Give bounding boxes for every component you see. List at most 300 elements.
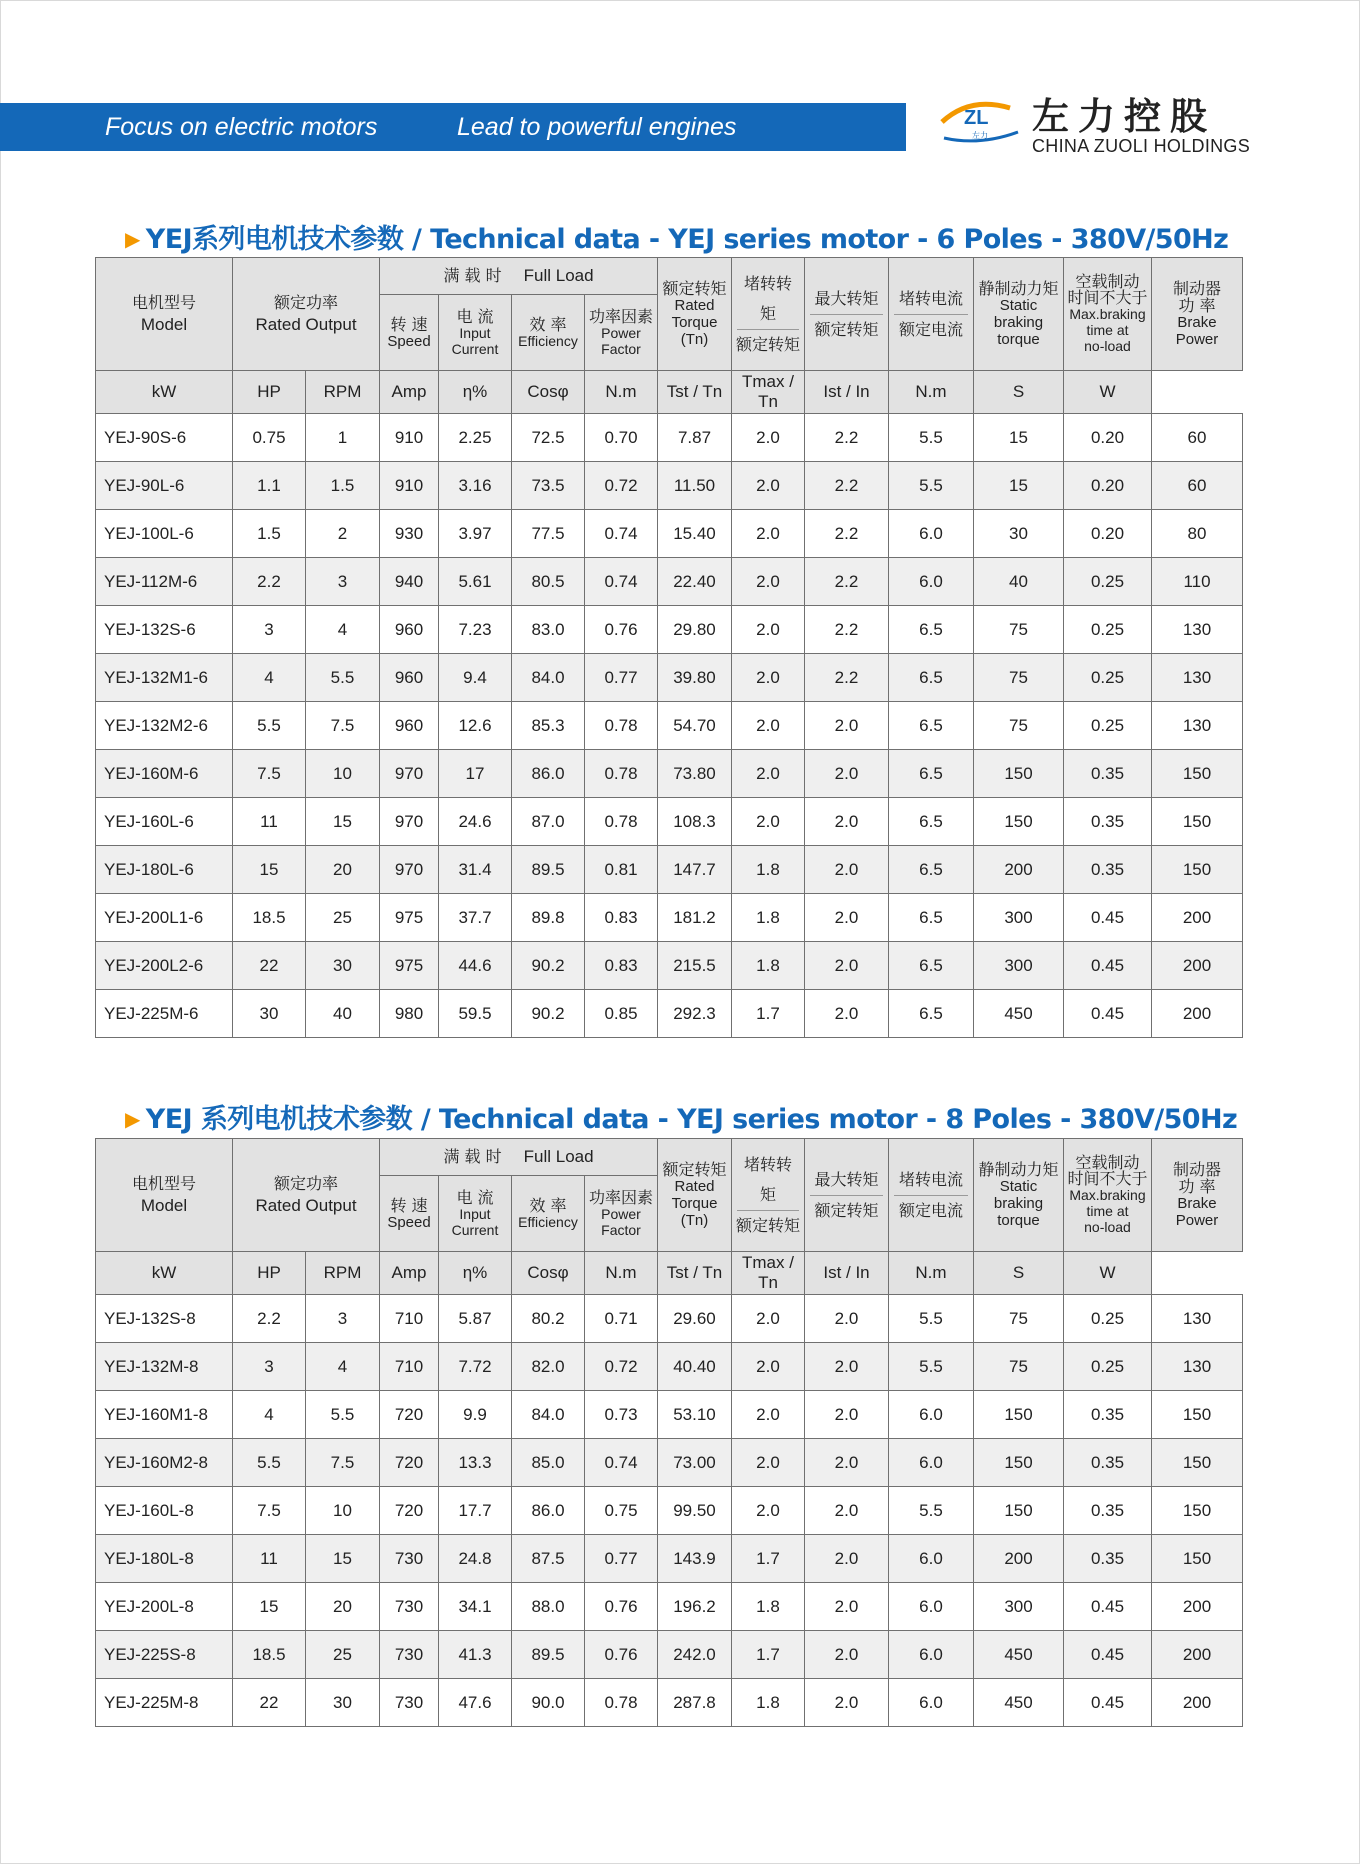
value-cell: 910 (380, 414, 439, 462)
value-cell: 15.40 (658, 510, 732, 558)
value-cell: 150 (1152, 750, 1243, 798)
value-cell: 130 (1152, 606, 1243, 654)
model-cell: YEJ-132M-8 (96, 1343, 233, 1391)
value-cell: 0.74 (585, 510, 658, 558)
table-row (96, 1631, 1243, 1679)
value-cell: 2.0 (805, 894, 889, 942)
value-cell: 6.0 (889, 1679, 974, 1727)
table-row (96, 606, 1243, 654)
header-efficiency: 效 率 Efficiency (512, 295, 585, 371)
value-cell: 130 (1152, 702, 1243, 750)
value-cell: 2.2 (805, 654, 889, 702)
value-cell: 15 (306, 1535, 380, 1583)
header-power-factor: 功率因素 Power Factor (585, 1176, 658, 1252)
value-cell: 89.8 (512, 894, 585, 942)
value-cell: 90.0 (512, 1679, 585, 1727)
value-cell: 200 (1152, 1583, 1243, 1631)
value-cell: 0.73 (585, 1391, 658, 1439)
value-cell: 2.2 (805, 414, 889, 462)
value-cell: 292.3 (658, 990, 732, 1038)
value-cell: 910 (380, 462, 439, 510)
value-cell: 2.0 (732, 702, 805, 750)
model-cell: YEJ-200L-8 (96, 1583, 233, 1631)
value-cell: 150 (1152, 1391, 1243, 1439)
value-cell: 86.0 (512, 1487, 585, 1535)
value-cell: 6.0 (889, 1391, 974, 1439)
value-cell: 2 (306, 510, 380, 558)
value-cell: 10 (306, 750, 380, 798)
value-cell: 29.60 (658, 1295, 732, 1343)
value-cell: 84.0 (512, 654, 585, 702)
value-cell: 0.35 (1064, 1487, 1152, 1535)
value-cell: 1 (306, 414, 380, 462)
value-cell: 450 (974, 1679, 1064, 1727)
header-unit: Tst / Tn (658, 1252, 732, 1295)
header-unit: Tst / Tn (658, 371, 732, 414)
value-cell: 34.1 (439, 1583, 512, 1631)
value-cell: 75 (974, 1295, 1064, 1343)
value-cell: 4 (233, 1391, 306, 1439)
value-cell: 2.0 (732, 1295, 805, 1343)
value-cell: 6.0 (889, 1535, 974, 1583)
slogan-banner (0, 103, 906, 151)
value-cell: 2.0 (805, 1631, 889, 1679)
value-cell: 4 (306, 1343, 380, 1391)
value-cell: 85.3 (512, 702, 585, 750)
value-cell: 0.25 (1064, 702, 1152, 750)
value-cell: 5.5 (306, 1391, 380, 1439)
model-cell: YEJ-160L-6 (96, 798, 233, 846)
value-cell: 710 (380, 1343, 439, 1391)
value-cell: 11 (233, 798, 306, 846)
value-cell: 2.0 (805, 1439, 889, 1487)
value-cell: 150 (1152, 1439, 1243, 1487)
value-cell: 150 (974, 1439, 1064, 1487)
value-cell: 2.0 (805, 1679, 889, 1727)
value-cell: 7.23 (439, 606, 512, 654)
value-cell: 150 (974, 1487, 1064, 1535)
value-cell: 88.0 (512, 1583, 585, 1631)
value-cell: 2.0 (805, 990, 889, 1038)
value-cell: 0.35 (1064, 798, 1152, 846)
triangle-bullet-icon: ▶ (125, 227, 140, 251)
value-cell: 1.8 (732, 942, 805, 990)
value-cell: 73.00 (658, 1439, 732, 1487)
value-cell: 0.76 (585, 1583, 658, 1631)
model-cell: YEJ-225M-6 (96, 990, 233, 1038)
value-cell: 150 (974, 798, 1064, 846)
value-cell: 5.5 (889, 414, 974, 462)
value-cell: 30 (233, 990, 306, 1038)
model-cell: YEJ-180L-8 (96, 1535, 233, 1583)
value-cell: 90.2 (512, 990, 585, 1038)
header-static-braking-torque: 静制动力矩 Static braking torque (974, 258, 1064, 371)
value-cell: 130 (1152, 654, 1243, 702)
value-cell: 200 (1152, 1679, 1243, 1727)
value-cell: 300 (974, 1583, 1064, 1631)
value-cell: 2.0 (805, 750, 889, 798)
value-cell: 200 (974, 1535, 1064, 1583)
value-cell: 2.2 (805, 606, 889, 654)
header-rated-output: 额定功率 Rated Output (233, 1139, 380, 1252)
value-cell: 22.40 (658, 558, 732, 606)
table-row (96, 1679, 1243, 1727)
value-cell: 22 (233, 1679, 306, 1727)
table-row (96, 1583, 1243, 1631)
value-cell: 4 (306, 606, 380, 654)
model-cell: YEJ-200L2-6 (96, 942, 233, 990)
value-cell: 110 (1152, 558, 1243, 606)
value-cell: 6.5 (889, 654, 974, 702)
value-cell: 25 (306, 1631, 380, 1679)
value-cell: 9.4 (439, 654, 512, 702)
value-cell: 22 (233, 942, 306, 990)
header-max-torque-ratio: 最大转矩 额定转矩 (805, 258, 889, 371)
value-cell: 5.87 (439, 1295, 512, 1343)
value-cell: 5.5 (306, 654, 380, 702)
header-unit: RPM (306, 1252, 380, 1295)
value-cell: 1.8 (732, 1679, 805, 1727)
value-cell: 7.5 (306, 1439, 380, 1487)
value-cell: 0.45 (1064, 1583, 1152, 1631)
header-input-current: 电 流 Input Current (439, 295, 512, 371)
value-cell: 1.7 (732, 990, 805, 1038)
header-unit: Cosφ (512, 371, 585, 414)
value-cell: 24.6 (439, 798, 512, 846)
value-cell: 2.2 (805, 510, 889, 558)
table-row (96, 1487, 1243, 1535)
value-cell: 30 (306, 1679, 380, 1727)
value-cell: 0.35 (1064, 1535, 1152, 1583)
value-cell: 15 (974, 414, 1064, 462)
header-unit: HP (233, 1252, 306, 1295)
header-speed: 转 速 Speed (380, 295, 439, 371)
header-rated-torque: 额定转矩 Rated Torque (Tn) (658, 258, 732, 371)
value-cell: 9.9 (439, 1391, 512, 1439)
value-cell: 5.5 (889, 1487, 974, 1535)
header-unit: S (974, 1252, 1064, 1295)
value-cell: 87.0 (512, 798, 585, 846)
value-cell: 970 (380, 846, 439, 894)
value-cell: 0.76 (585, 1631, 658, 1679)
value-cell: 13.3 (439, 1439, 512, 1487)
value-cell: 0.78 (585, 702, 658, 750)
value-cell: 89.5 (512, 1631, 585, 1679)
value-cell: 300 (974, 894, 1064, 942)
value-cell: 5.5 (889, 1295, 974, 1343)
value-cell: 196.2 (658, 1583, 732, 1631)
table-title-6-poles (125, 217, 1228, 256)
value-cell: 6.5 (889, 942, 974, 990)
value-cell: 150 (1152, 1487, 1243, 1535)
value-cell: 90.2 (512, 942, 585, 990)
header-unit: S (974, 371, 1064, 414)
table-row (96, 702, 1243, 750)
table-row (96, 1535, 1243, 1583)
value-cell: 3 (233, 1343, 306, 1391)
value-cell: 7.72 (439, 1343, 512, 1391)
value-cell: 287.8 (658, 1679, 732, 1727)
value-cell: 20 (306, 846, 380, 894)
value-cell: 970 (380, 750, 439, 798)
value-cell: 0.45 (1064, 1679, 1152, 1727)
value-cell: 0.75 (585, 1487, 658, 1535)
zl-logo-icon (940, 94, 1022, 146)
model-cell: YEJ-200L1-6 (96, 894, 233, 942)
value-cell: 0.45 (1064, 1631, 1152, 1679)
value-cell: 82.0 (512, 1343, 585, 1391)
value-cell: 1.5 (306, 462, 380, 510)
table-row (96, 846, 1243, 894)
value-cell: 0.85 (585, 990, 658, 1038)
value-cell: 7.5 (233, 750, 306, 798)
value-cell: 0.78 (585, 750, 658, 798)
value-cell: 6.5 (889, 606, 974, 654)
value-cell: 0.45 (1064, 894, 1152, 942)
value-cell: 2.0 (732, 654, 805, 702)
value-cell: 2.0 (732, 414, 805, 462)
value-cell: 2.0 (732, 558, 805, 606)
value-cell: 6.5 (889, 750, 974, 798)
value-cell: 7.5 (233, 1487, 306, 1535)
value-cell: 0.77 (585, 1535, 658, 1583)
value-cell: 2.0 (805, 702, 889, 750)
value-cell: 5.5 (233, 702, 306, 750)
value-cell: 0.83 (585, 942, 658, 990)
value-cell: 6.5 (889, 990, 974, 1038)
header-unit: HP (233, 371, 306, 414)
value-cell: 7.87 (658, 414, 732, 462)
value-cell: 83.0 (512, 606, 585, 654)
value-cell: 2.0 (805, 1343, 889, 1391)
header-brake-power: 制动器 功 率 Brake Power (1152, 258, 1243, 371)
value-cell: 0.35 (1064, 1391, 1152, 1439)
value-cell: 3.97 (439, 510, 512, 558)
header-full-load: 满 载 时 Full Load (380, 258, 658, 295)
value-cell: 2.0 (732, 606, 805, 654)
value-cell: 6.0 (889, 1583, 974, 1631)
model-cell: YEJ-100L-6 (96, 510, 233, 558)
value-cell: 5.5 (889, 462, 974, 510)
value-cell: 2.0 (805, 1583, 889, 1631)
header-max-braking-time: 空载制动 时间不大于 Max.braking time at no-load (1064, 1139, 1152, 1252)
value-cell: 130 (1152, 1343, 1243, 1391)
value-cell: 930 (380, 510, 439, 558)
value-cell: 0.77 (585, 654, 658, 702)
value-cell: 130 (1152, 1295, 1243, 1343)
value-cell: 84.0 (512, 1391, 585, 1439)
value-cell: 0.25 (1064, 558, 1152, 606)
table-row (96, 510, 1243, 558)
value-cell: 15 (233, 1583, 306, 1631)
value-cell: 80.2 (512, 1295, 585, 1343)
table-row (96, 558, 1243, 606)
model-cell: YEJ-225M-8 (96, 1679, 233, 1727)
header-unit: W (1064, 1252, 1152, 1295)
value-cell: 2.0 (732, 750, 805, 798)
value-cell: 0.20 (1064, 414, 1152, 462)
value-cell: 0.71 (585, 1295, 658, 1343)
model-cell: YEJ-160L-8 (96, 1487, 233, 1535)
header-power-factor: 功率因素 Power Factor (585, 295, 658, 371)
value-cell: 730 (380, 1631, 439, 1679)
value-cell: 2.0 (732, 1487, 805, 1535)
header-unit: N.m (889, 371, 974, 414)
triangle-bullet-icon: ▶ (125, 1107, 140, 1131)
value-cell: 200 (974, 846, 1064, 894)
slogan-right: Lead to powerful engines (457, 113, 737, 141)
value-cell: 20 (306, 1583, 380, 1631)
value-cell: 710 (380, 1295, 439, 1343)
logo-mark-text: ZL (964, 107, 989, 129)
value-cell: 0.25 (1064, 606, 1152, 654)
value-cell: 2.0 (732, 1343, 805, 1391)
value-cell: 720 (380, 1439, 439, 1487)
value-cell: 7.5 (306, 702, 380, 750)
value-cell: 75 (974, 654, 1064, 702)
table-row (96, 462, 1243, 510)
spec-table-6-poles (95, 257, 1243, 1038)
value-cell: 0.78 (585, 798, 658, 846)
header-model: 电机型号 Model (96, 1139, 233, 1252)
value-cell: 0.25 (1064, 1343, 1152, 1391)
table-title-8-poles (125, 1097, 1237, 1136)
model-cell: YEJ-160M2-8 (96, 1439, 233, 1487)
value-cell: 242.0 (658, 1631, 732, 1679)
header-model: 电机型号 Model (96, 258, 233, 371)
value-cell: 40 (306, 990, 380, 1038)
value-cell: 2.25 (439, 414, 512, 462)
value-cell: 75 (974, 1343, 1064, 1391)
value-cell: 0.20 (1064, 510, 1152, 558)
value-cell: 80 (1152, 510, 1243, 558)
header-unit: Amp (380, 371, 439, 414)
value-cell: 25 (306, 894, 380, 942)
value-cell: 0.78 (585, 1679, 658, 1727)
header-input-current: 电 流 Input Current (439, 1176, 512, 1252)
header-unit: Tmax / Tn (732, 1252, 805, 1295)
value-cell: 960 (380, 606, 439, 654)
spec-table-8-poles (95, 1138, 1243, 1727)
value-cell: 12.6 (439, 702, 512, 750)
header-rated-output: 额定功率 Rated Output (233, 258, 380, 371)
model-cell: YEJ-112M-6 (96, 558, 233, 606)
value-cell: 30 (306, 942, 380, 990)
value-cell: 143.9 (658, 1535, 732, 1583)
table-row (96, 942, 1243, 990)
value-cell: 2.2 (805, 462, 889, 510)
value-cell: 200 (1152, 1631, 1243, 1679)
header-locked-current-ratio: 堵转电流 额定电流 (889, 1139, 974, 1252)
value-cell: 15 (233, 846, 306, 894)
header-rated-torque: 额定转矩 Rated Torque (Tn) (658, 1139, 732, 1252)
value-cell: 60 (1152, 462, 1243, 510)
model-cell: YEJ-90S-6 (96, 414, 233, 462)
value-cell: 300 (974, 942, 1064, 990)
table-row (96, 750, 1243, 798)
value-cell: 975 (380, 894, 439, 942)
value-cell: 40.40 (658, 1343, 732, 1391)
value-cell: 730 (380, 1583, 439, 1631)
value-cell: 6.5 (889, 798, 974, 846)
value-cell: 6.0 (889, 510, 974, 558)
model-cell: YEJ-132S-6 (96, 606, 233, 654)
value-cell: 2.0 (805, 1487, 889, 1535)
value-cell: 15 (974, 462, 1064, 510)
model-cell: YEJ-132M1-6 (96, 654, 233, 702)
header-static-braking-torque: 静制动力矩 Static braking torque (974, 1139, 1064, 1252)
value-cell: 0.20 (1064, 462, 1152, 510)
header-locked-torque-ratio: 堵转转矩 额定转矩 (732, 1139, 805, 1252)
value-cell: 30 (974, 510, 1064, 558)
model-cell: YEJ-180L-6 (96, 846, 233, 894)
value-cell: 5.61 (439, 558, 512, 606)
value-cell: 0.74 (585, 1439, 658, 1487)
value-cell: 75 (974, 606, 1064, 654)
value-cell: 2.0 (732, 1391, 805, 1439)
value-cell: 1.1 (233, 462, 306, 510)
value-cell: 17 (439, 750, 512, 798)
logo-english-name: CHINA ZUOLI HOLDINGS (1032, 136, 1251, 156)
value-cell: 0.74 (585, 558, 658, 606)
table-row (96, 654, 1243, 702)
value-cell: 47.6 (439, 1679, 512, 1727)
header-unit: Cosφ (512, 1252, 585, 1295)
value-cell: 37.7 (439, 894, 512, 942)
value-cell: 6.0 (889, 1631, 974, 1679)
header-unit: η% (439, 1252, 512, 1295)
value-cell: 99.50 (658, 1487, 732, 1535)
value-cell: 31.4 (439, 846, 512, 894)
header-max-torque-ratio: 最大转矩 额定转矩 (805, 1139, 889, 1252)
value-cell: 41.3 (439, 1631, 512, 1679)
table-row (96, 1439, 1243, 1487)
model-cell: YEJ-160M-6 (96, 750, 233, 798)
value-cell: 2.0 (805, 798, 889, 846)
value-cell: 6.5 (889, 894, 974, 942)
table-row (96, 414, 1243, 462)
value-cell: 39.80 (658, 654, 732, 702)
header-locked-torque-ratio: 堵转转矩 额定转矩 (732, 258, 805, 371)
value-cell: 150 (1152, 846, 1243, 894)
value-cell: 720 (380, 1487, 439, 1535)
value-cell: 200 (1152, 894, 1243, 942)
value-cell: 53.10 (658, 1391, 732, 1439)
value-cell: 108.3 (658, 798, 732, 846)
value-cell: 147.7 (658, 846, 732, 894)
value-cell: 2.2 (233, 558, 306, 606)
value-cell: 150 (1152, 1535, 1243, 1583)
header-unit: η% (439, 371, 512, 414)
value-cell: 5.5 (233, 1439, 306, 1487)
header-unit: W (1064, 371, 1152, 414)
value-cell: 975 (380, 942, 439, 990)
header-locked-current-ratio: 堵转电流 额定电流 (889, 258, 974, 371)
model-cell: YEJ-132S-8 (96, 1295, 233, 1343)
slogan-left: Focus on electric motors (105, 113, 378, 141)
value-cell: 80.5 (512, 558, 585, 606)
value-cell: 450 (974, 990, 1064, 1038)
value-cell: 15 (306, 798, 380, 846)
model-cell: YEJ-132M2-6 (96, 702, 233, 750)
value-cell: 17.7 (439, 1487, 512, 1535)
table-row (96, 894, 1243, 942)
header-unit: Tmax / Tn (732, 371, 805, 414)
table-row (96, 1343, 1243, 1391)
value-cell: 3 (306, 558, 380, 606)
value-cell: 2.0 (732, 462, 805, 510)
value-cell: 1.7 (732, 1631, 805, 1679)
